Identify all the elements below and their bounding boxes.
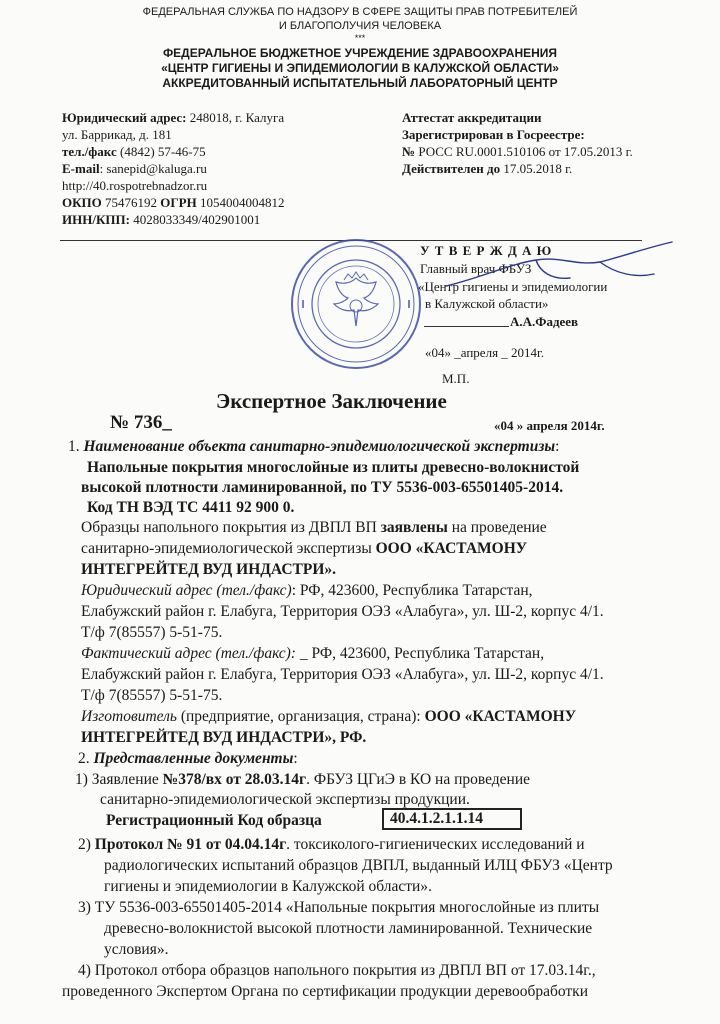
approval-org-line-1: «Центр гигиены и эпидемиологии xyxy=(418,279,608,294)
product-code: Код ТН ВЭД ТС 4411 92 900 0. xyxy=(87,499,295,516)
legal-address-line-3: Т/ф 7(85557) 5-51-75. xyxy=(81,624,223,641)
document-item-3: 3) ТУ 5536-003-65501405-2014 «Напольные покрытия многослойные из плиты xyxy=(78,899,600,916)
okpo-ogrn: ОКПО 75476192 ОГРН 1054004004812 xyxy=(62,195,285,210)
document-item-4: 4) Протокол отбора образцов напольного покрытия из ДВПЛ ВП от 17.03.14г., xyxy=(78,962,596,979)
org-line-3: АККРЕДИТОВАННЫЙ ИСПЫТАТЕЛЬНЫЙ ЛАБОРАТОРНЫЙ ЦЕНТР xyxy=(162,76,558,90)
legal-address-line-1: Юридический адрес (тел./факс): РФ, 423600, Республика Татарстан, xyxy=(81,582,533,599)
accreditation-number: № РОСС RU.0001.510106 от 17.05.2013 г. xyxy=(402,144,633,159)
agency-line-1: ФЕДЕРАЛЬНАЯ СЛУЖБА ПО НАДЗОРУ В СФЕРЕ ЗАЩИТЫ ПРАВ ПОТРЕБИТЕЛЕЙ xyxy=(142,6,578,18)
inn-kpp: ИНН/КПП: 4028033349/402901001 xyxy=(62,212,261,227)
document-item-3-line-2: древесно-волокнистой высокой плотности ламинированной. Технические xyxy=(104,920,593,937)
product-name-line-2: высокой плотности ламинированной, по ТУ 5536-003-65501405-2014. xyxy=(81,479,564,496)
signatory-name: А.А.Фадеев xyxy=(510,314,579,329)
agency-line-2: И БЛАГОПОЛУЧИЯ ЧЕЛОВЕКА xyxy=(278,20,442,32)
round-seal-stamp xyxy=(288,236,424,372)
registration-code-value: 40.4.1.2.1.1.14 xyxy=(390,810,483,827)
manufacturer-line-1: Изготовитель (предприятие, организация, страна): ООО «КАСТАМОНУ xyxy=(81,708,577,725)
seal-place-label: М.П. xyxy=(442,371,470,386)
street-address: ул. Баррикад, д. 181 xyxy=(62,127,172,142)
document-item-1-line-2: санитарно-эпидемиологической экспертизы продукции. xyxy=(100,791,470,808)
document-number: № 736_ xyxy=(110,412,172,433)
signature-line xyxy=(424,326,509,327)
actual-address-line-1: Фактический адрес (тел./факс): _ РФ, 423600, Республика Татарстан, xyxy=(81,645,545,662)
product-name-line-1: Напольные покрытия многослойные из плиты древесно-волокнистой xyxy=(87,459,580,476)
approval-date: «04» _апреля _ 2014г. xyxy=(425,345,545,360)
registration-code-label: Регистрационный Код образца xyxy=(106,812,322,829)
approval-org-line-2: в Калужской области» xyxy=(425,296,549,311)
applicant-line-1: Образцы напольного покрытия из ДВПЛ ВП заявлены на проведение xyxy=(81,519,547,536)
document-item-1: 1) Заявление №378/вх от 28.03.14г. ФБУЗ ЦГиЭ в КО на проведение xyxy=(75,771,531,788)
website: http://40.rospotrebnadzor.ru xyxy=(62,178,208,193)
document-date: «04 » апреля 2014г. xyxy=(494,418,605,433)
phone-fax: тел./факс (4842) 57-46-75 xyxy=(62,144,206,159)
document-item-2: 2) Протокол № 91 от 04.04.14г. токсиколого-гигиенических исследований и xyxy=(78,836,585,853)
actual-address-line-2: Елабужский район г. Елабуга, Территория ОЭЗ «Алабуга», ул. Ш-2, корпус 4/1. xyxy=(81,666,604,683)
applicant-company: ИНТЕГРЕЙТЕД ВУД ИНДАСТРИ». xyxy=(81,561,337,578)
section-2-heading: 2. Представленные документы: xyxy=(78,750,298,767)
legal-address: Юридический адрес: 248018, г. Калуга xyxy=(62,110,285,125)
registered-label: Зарегистрирован в Госреестре: xyxy=(402,127,585,142)
manufacturer-line-2: ИНТЕГРЕЙТЕД ВУД ИНДАСТРИ», РФ. xyxy=(81,729,367,746)
document-item-4-line-2: проведенного Экспертом Органа по сертификации продукции деревообработки xyxy=(62,983,589,1000)
handwritten-signature xyxy=(440,238,690,298)
document-title: Экспертное Заключение xyxy=(216,389,447,413)
valid-until: Действителен до 17.05.2018 г. xyxy=(402,161,573,176)
section-1-heading: 1. Наименование объекта санитарно-эпидемиологической экспертизы: xyxy=(68,438,560,455)
accreditation-title: Аттестат аккредитации xyxy=(402,110,542,125)
legal-address-line-2: Елабужский район г. Елабуга, Территория ОЭЗ «Алабуга», ул. Ш-2, корпус 4/1. xyxy=(81,603,604,620)
header-separator: *** xyxy=(354,33,366,43)
email: E-mail: sanepid@kaluga.ru xyxy=(62,161,207,176)
org-line-2: «ЦЕНТР ГИГИЕНЫ И ЭПИДЕМИОЛОГИИ В КАЛУЖСКОЙ ОБЛАСТИ» xyxy=(161,61,559,75)
approval-position: Главный врач ФБУЗ xyxy=(420,261,532,276)
document-item-2-line-2: радиологических испытаний образцов ДВПЛ, выданный ИЛЦ ФБУЗ «Центр xyxy=(104,857,613,874)
approval-title: У Т В Е Р Ж Д А Ю xyxy=(420,243,553,258)
applicant-line-2: санитарно-эпидемиологической экспертизы ООО «КАСТАМОНУ xyxy=(81,540,528,557)
document-item-3-line-3: условия». xyxy=(104,941,169,958)
document-item-2-line-3: гигиены и эпидемиологии в Калужской области». xyxy=(104,878,432,895)
org-line-1: ФЕДЕРАЛЬНОЕ БЮДЖЕТНОЕ УЧРЕЖДЕНИЕ ЗДРАВООХРАНЕНИЯ xyxy=(162,46,558,60)
actual-address-line-3: Т/ф 7(85557) 5-51-75. xyxy=(81,687,223,704)
